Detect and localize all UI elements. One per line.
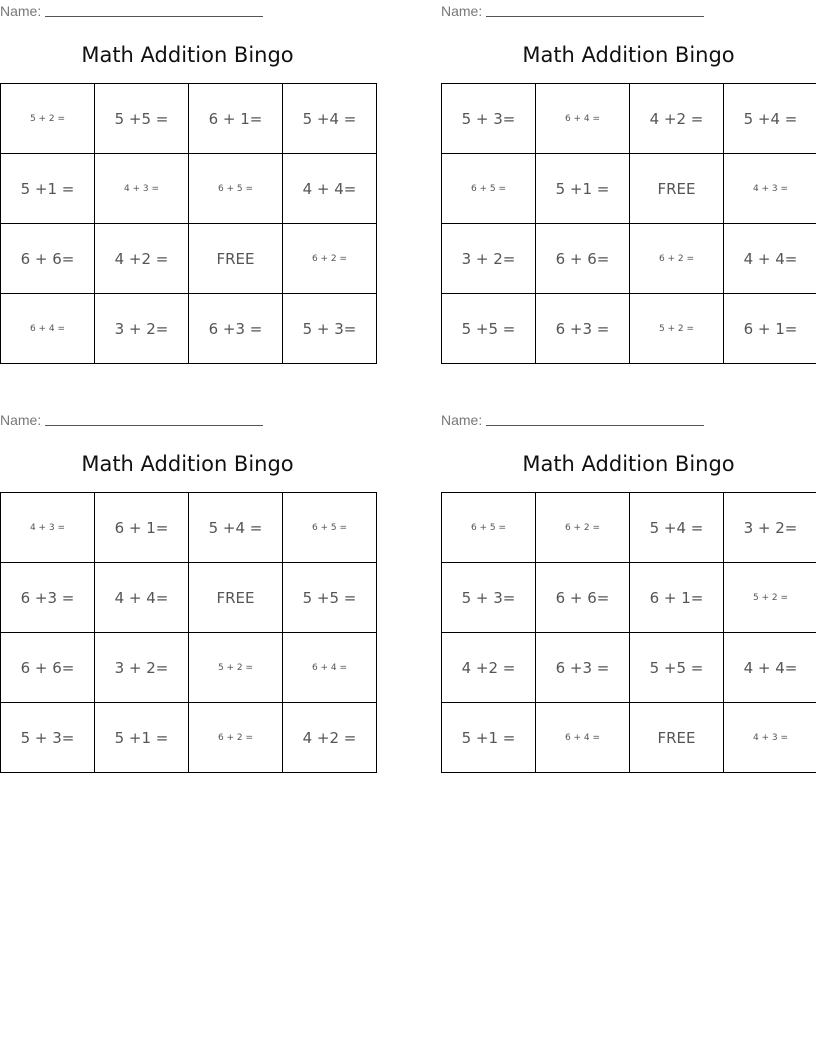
bingo-cell: 6 + 4 = xyxy=(1,294,95,364)
name-label: Name: xyxy=(0,3,42,19)
bingo-cell: 6 + 5 = xyxy=(283,493,377,563)
bingo-cell: 4 + 4= xyxy=(724,224,816,294)
card-title: Math Addition Bingo xyxy=(522,452,735,476)
bingo-cell: 6 + 4 = xyxy=(536,703,630,773)
bingo-grid xyxy=(441,492,816,773)
bingo-cell: 6 + 6= xyxy=(536,563,630,633)
name-blank-line xyxy=(45,425,263,426)
bingo-cell: 5 +4 = xyxy=(189,493,283,563)
bingo-cell: 6 + 1= xyxy=(724,294,816,364)
bingo-cell: 6 + 2 = xyxy=(630,224,724,294)
bingo-cell: 6 + 6= xyxy=(1,633,95,703)
grid-row xyxy=(1,224,377,294)
bingo-cell: 6 + 1= xyxy=(189,84,283,154)
bingo-grid xyxy=(441,83,816,364)
bingo-cell: 3 + 2= xyxy=(724,493,816,563)
bingo-cell: 5 + 2 = xyxy=(630,294,724,364)
bingo-cell: 4 + 4= xyxy=(724,633,816,703)
bingo-cell: 5 + 2 = xyxy=(724,563,816,633)
grid-row xyxy=(442,563,816,633)
bingo-cell: 5 + 3= xyxy=(442,563,536,633)
bingo-cell: 5 +1 = xyxy=(536,154,630,224)
free-cell: FREE xyxy=(189,563,283,633)
bingo-cell: 6 + 1= xyxy=(630,563,724,633)
bingo-cell: 4 + 4= xyxy=(95,563,189,633)
bingo-cell: 4 + 3 = xyxy=(724,703,816,773)
bingo-cell: 3 + 2= xyxy=(442,224,536,294)
bingo-cell: 5 +4 = xyxy=(630,493,724,563)
grid-row xyxy=(442,493,816,563)
bingo-cell: 6 + 5 = xyxy=(442,493,536,563)
grid-row xyxy=(1,294,377,364)
name-blank-line xyxy=(486,16,704,17)
grid-row xyxy=(442,84,816,154)
grid-row xyxy=(442,294,816,364)
bingo-cell: 6 +3 = xyxy=(536,294,630,364)
name-label: Name: xyxy=(0,412,42,428)
grid-row xyxy=(1,563,377,633)
bingo-cell: 6 + 6= xyxy=(1,224,95,294)
bingo-cell: 6 +3 = xyxy=(1,563,95,633)
bingo-cell: 5 +5 = xyxy=(283,563,377,633)
bingo-cell: 5 +5 = xyxy=(95,84,189,154)
bingo-cell: 5 + 3= xyxy=(1,703,95,773)
bingo-cell: 4 +2 = xyxy=(283,703,377,773)
bingo-cell: 6 +3 = xyxy=(536,633,630,703)
bingo-cell: 5 +4 = xyxy=(283,84,377,154)
card-title: Math Addition Bingo xyxy=(81,43,294,67)
name-blank-line xyxy=(45,16,263,17)
grid-row xyxy=(1,703,377,773)
bingo-cell: 5 + 2 = xyxy=(1,84,95,154)
bingo-cell: 5 +1 = xyxy=(442,703,536,773)
free-cell: FREE xyxy=(630,703,724,773)
bingo-cell: 6 + 5 = xyxy=(189,154,283,224)
bingo-cell: 3 + 2= xyxy=(95,633,189,703)
bingo-cell: 4 + 3 = xyxy=(724,154,816,224)
name-blank-line xyxy=(486,425,704,426)
bingo-cell: 3 + 2= xyxy=(95,294,189,364)
bingo-cell: 5 +1 = xyxy=(95,703,189,773)
bingo-cell: 5 +1 = xyxy=(1,154,95,224)
bingo-cell: 4 + 3 = xyxy=(1,493,95,563)
bingo-cell: 4 +2 = xyxy=(95,224,189,294)
card-title: Math Addition Bingo xyxy=(522,43,735,67)
bingo-grid xyxy=(0,83,377,364)
grid-row xyxy=(442,703,816,773)
name-label: Name: xyxy=(441,412,483,428)
bingo-cell: 6 +3 = xyxy=(189,294,283,364)
bingo-cell: 6 + 2 = xyxy=(283,224,377,294)
free-cell: FREE xyxy=(189,224,283,294)
free-cell: FREE xyxy=(630,154,724,224)
bingo-cell: 4 +2 = xyxy=(630,84,724,154)
bingo-grid xyxy=(0,492,377,773)
bingo-cell: 6 + 5 = xyxy=(442,154,536,224)
bingo-cell: 5 +5 = xyxy=(442,294,536,364)
bingo-cell: 4 + 3 = xyxy=(95,154,189,224)
bingo-cell: 5 +5 = xyxy=(630,633,724,703)
bingo-cell: 5 +4 = xyxy=(724,84,816,154)
bingo-cell: 6 + 2 = xyxy=(189,703,283,773)
grid-row xyxy=(442,154,816,224)
grid-row xyxy=(1,493,377,563)
bingo-cell: 5 + 2 = xyxy=(189,633,283,703)
card-title: Math Addition Bingo xyxy=(81,452,294,476)
grid-row xyxy=(1,154,377,224)
bingo-cell: 6 + 2 = xyxy=(536,493,630,563)
grid-row xyxy=(1,633,377,703)
grid-row xyxy=(442,633,816,703)
bingo-cell: 5 + 3= xyxy=(283,294,377,364)
name-label: Name: xyxy=(441,3,483,19)
grid-row xyxy=(442,224,816,294)
grid-row xyxy=(1,84,377,154)
bingo-cell: 6 + 1= xyxy=(95,493,189,563)
bingo-cell: 5 + 3= xyxy=(442,84,536,154)
bingo-cell: 6 + 4 = xyxy=(536,84,630,154)
bingo-cell: 4 +2 = xyxy=(442,633,536,703)
bingo-cell: 6 + 6= xyxy=(536,224,630,294)
bingo-cell: 6 + 4 = xyxy=(283,633,377,703)
bingo-cell: 4 + 4= xyxy=(283,154,377,224)
